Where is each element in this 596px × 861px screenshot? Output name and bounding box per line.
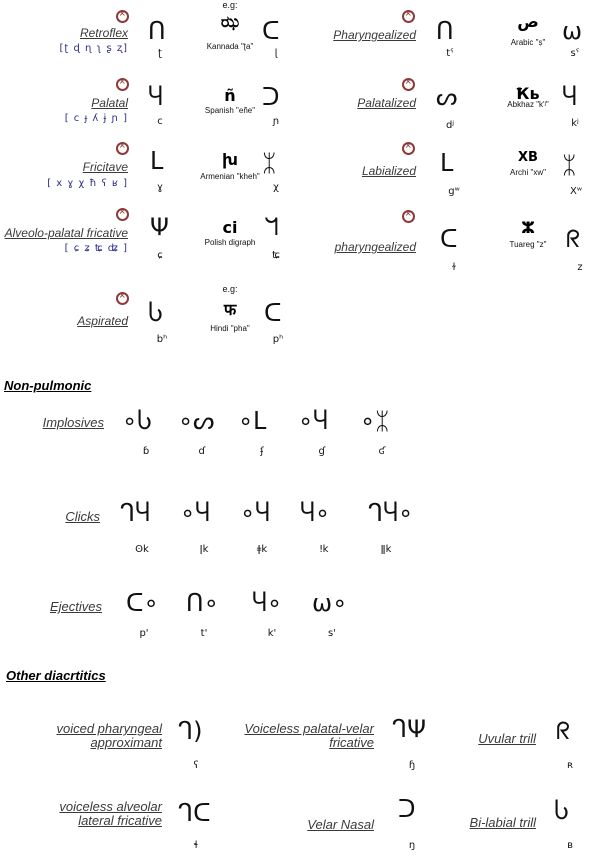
glyph-icon: ᒉᑕ: [178, 799, 211, 827]
ipa-symbol: kʲ: [571, 118, 579, 129]
glyph-icon: ∘Ⴗ: [180, 499, 210, 527]
label-palatalized: Palatalized: [357, 96, 416, 110]
ipa-alveolo-palatal: [ ɕ ʑ ʨ ʥ ]: [64, 243, 128, 254]
glyph-icon: ∘Ⴑ: [122, 407, 152, 435]
ipa-symbol: ʈ: [158, 48, 162, 59]
example-glyph: ಝ: [220, 12, 240, 31]
ipa-symbol: χ: [273, 182, 279, 193]
glyph-icon: ∘Ⴗ: [298, 407, 328, 435]
glyph-icon: ∘ᔕ: [178, 407, 215, 435]
ipa-symbol: ɲ: [272, 116, 280, 127]
ipa-fricative: [ x ɣ χ ħ ʕ ʁ ]: [47, 178, 128, 189]
ipa-symbol: z: [577, 262, 583, 273]
example-caption: Armenian "kheh": [200, 172, 260, 181]
glyph-icon: ᒉႷ: [120, 499, 150, 527]
glyph-icon: Ψ: [150, 213, 169, 241]
rose-icon: [116, 142, 129, 155]
section-title-nonpulmonic: Non-pulmonic: [4, 378, 92, 393]
rose-icon: [116, 78, 129, 91]
glyph-icon: ᑐ: [398, 795, 416, 823]
rose-icon: [402, 78, 415, 91]
ipa-symbol: ɧ: [408, 760, 416, 771]
glyph-icon: Ⴗ∘: [300, 499, 330, 527]
glyph-icon: ᒉႷ∘: [368, 499, 413, 527]
ipa-symbol: sˤ: [570, 48, 580, 59]
example-caption: Polish digraph: [204, 238, 256, 247]
ipa-symbol: ǀk: [199, 544, 209, 555]
label-labialized: Labialized: [361, 164, 416, 178]
ipa-symbol: ɣ: [157, 182, 163, 193]
glyph-icon: ᒉΨ: [392, 715, 426, 743]
example-caption: Kannada "ʈa": [206, 42, 254, 51]
example-caption: Tuareg "z": [509, 240, 547, 249]
glyph-icon: ω∘: [312, 589, 348, 617]
rose-icon: [402, 10, 415, 23]
glyph-icon: ᑐ: [262, 83, 280, 111]
label-pharyngealized: Pharyngealized: [333, 28, 416, 42]
ipa-symbol: ʛ: [378, 446, 386, 457]
example-caption: Abkhaz "k'ʲ": [507, 100, 549, 109]
glyph-icon: ᔕ: [436, 83, 458, 111]
example-glyph: ص: [517, 12, 539, 31]
label-palatal: Palatal: [91, 96, 128, 110]
ipa-symbol: ʘk: [135, 544, 149, 555]
example-glyph: խ: [222, 150, 238, 169]
example-glyph: फ: [223, 300, 237, 319]
ipa-symbol: t': [200, 628, 208, 639]
glyph-icon: ᛯ: [562, 151, 577, 179]
label-pharyngealized-lower: pharyngealized: [334, 240, 416, 254]
ipa-symbol: k': [267, 628, 277, 639]
ipa-symbol: bʰ: [156, 334, 168, 345]
ipa-symbol: ʄ: [260, 446, 264, 457]
example-glyph: ñ: [224, 86, 236, 105]
example-glyph: ci: [222, 218, 238, 237]
glyph-icon: ∘ᒪ: [238, 407, 267, 435]
ipa-symbol: ǂk: [256, 544, 268, 555]
ipa-symbol: ɗ: [198, 446, 206, 457]
example-caption: Hindi "pha": [210, 324, 250, 333]
ipa-symbol: ɕ: [157, 250, 163, 261]
glyph-icon: ᖇ: [556, 717, 571, 745]
label-velar-nasal: Velar Nasal: [307, 817, 374, 832]
ipa-symbol: ǃk: [319, 544, 329, 555]
ipa-symbol: Xʷ: [569, 186, 582, 197]
ipa-symbol: dʲ: [445, 120, 455, 131]
ipa-palatal: [ c ɟ ʎ ɉ ɲ ]: [64, 113, 128, 124]
ipa-symbol: ɭ: [274, 48, 278, 59]
ipa-symbol: ʕ: [193, 760, 199, 771]
example-caption: Spanish "eñe": [204, 106, 256, 115]
glyph-icon: ᖻ: [264, 213, 279, 241]
label-clicks: Clicks: [65, 509, 100, 524]
ipa-symbol: pʰ: [272, 334, 284, 345]
ipa-symbol: ʀ: [566, 760, 574, 771]
glyph-icon: Ⴗ: [148, 83, 163, 111]
example-caption: Archi "xw": [510, 168, 546, 177]
ipa-symbol: ɓ: [142, 446, 150, 457]
ipa-symbol: tˤ: [446, 48, 454, 59]
ipa-symbol: ɫ: [452, 262, 456, 273]
glyph-icon: ᖇ: [566, 225, 581, 253]
rose-icon: [402, 142, 415, 155]
glyph-icon: Ⴗ: [562, 83, 577, 111]
ipa-symbol: ʙ: [567, 840, 573, 851]
glyph-icon: ᒉ): [178, 717, 203, 745]
glyph-icon: ᒪ: [150, 147, 164, 175]
ipa-symbol: ǁk: [380, 544, 392, 555]
label-voiceless-palatal-velar: Voiceless palatal-velar fricative: [244, 721, 374, 750]
glyph-icon: Ⴗ∘: [252, 589, 282, 617]
glyph-icon: ᒪ: [440, 149, 454, 177]
glyph-icon: ∘ᛯ: [360, 407, 390, 435]
label-retroflex: Retroflex: [79, 26, 128, 40]
label-aspirated: Aspirated: [77, 314, 128, 328]
glyph-icon: ᑕ∘: [126, 589, 159, 617]
ipa-symbol: ʨ: [272, 250, 280, 261]
example-prefix: e.g:: [222, 284, 238, 294]
example-caption: Arabic "ṣ": [510, 38, 546, 47]
example-glyph: ⵣ: [521, 218, 535, 237]
label-bilabial-trill: Bi-labial trill: [469, 815, 536, 830]
glyph-icon: ᑕ: [440, 225, 458, 253]
ipa-symbol: c: [157, 116, 163, 127]
section-title-other: Other diacrtitics: [6, 668, 106, 683]
ipa-symbol: p': [139, 628, 149, 639]
ipa-symbol: ɬ: [193, 840, 199, 851]
rose-icon: [116, 292, 129, 305]
glyph-icon: ᑕ: [264, 299, 282, 327]
label-implosives: Implosives: [42, 415, 104, 430]
label-ejectives: Ejectives: [49, 599, 102, 614]
glyph-icon: ∘Ⴗ: [240, 499, 270, 527]
glyph-icon: ᑎ: [436, 17, 454, 45]
label-voiceless-alveolar-lateral: voiceless alveolar lateral fricative: [59, 799, 162, 828]
glyph-icon: ᛯ: [262, 149, 277, 177]
glyph-icon: ᑕ: [262, 17, 280, 45]
label-uvular-trill: Uvular trill: [478, 731, 536, 746]
glyph-icon: Ⴑ: [554, 797, 569, 825]
rose-icon: [116, 208, 129, 221]
label-voiced-pharyngeal: voiced pharyngeal approximant: [56, 721, 162, 750]
ipa-retroflex: [ʈ ɖ ɳ ʅ ʂ ʐ]: [59, 43, 128, 54]
ipa-symbol: gʷ: [448, 186, 460, 197]
label-fricative: Fricitave: [82, 160, 128, 174]
ipa-symbol: ɠ: [318, 446, 326, 457]
glyph-icon: ᑎ: [148, 17, 166, 45]
rose-icon: [402, 210, 415, 223]
glyph-icon: ω: [562, 17, 583, 45]
ipa-symbol: s': [328, 628, 336, 639]
example-glyph: ХВ: [518, 150, 538, 165]
rose-icon: [116, 10, 129, 23]
glyph-icon: Ⴑ: [148, 299, 163, 327]
glyph-icon: ᑎ∘: [186, 589, 219, 617]
example-prefix: e.g:: [222, 0, 238, 10]
label-alveolo-palatal: Alveolo-palatal fricative: [4, 226, 128, 240]
example-glyph: Ҟь: [516, 84, 540, 103]
ipa-symbol: ŋ: [408, 840, 416, 851]
